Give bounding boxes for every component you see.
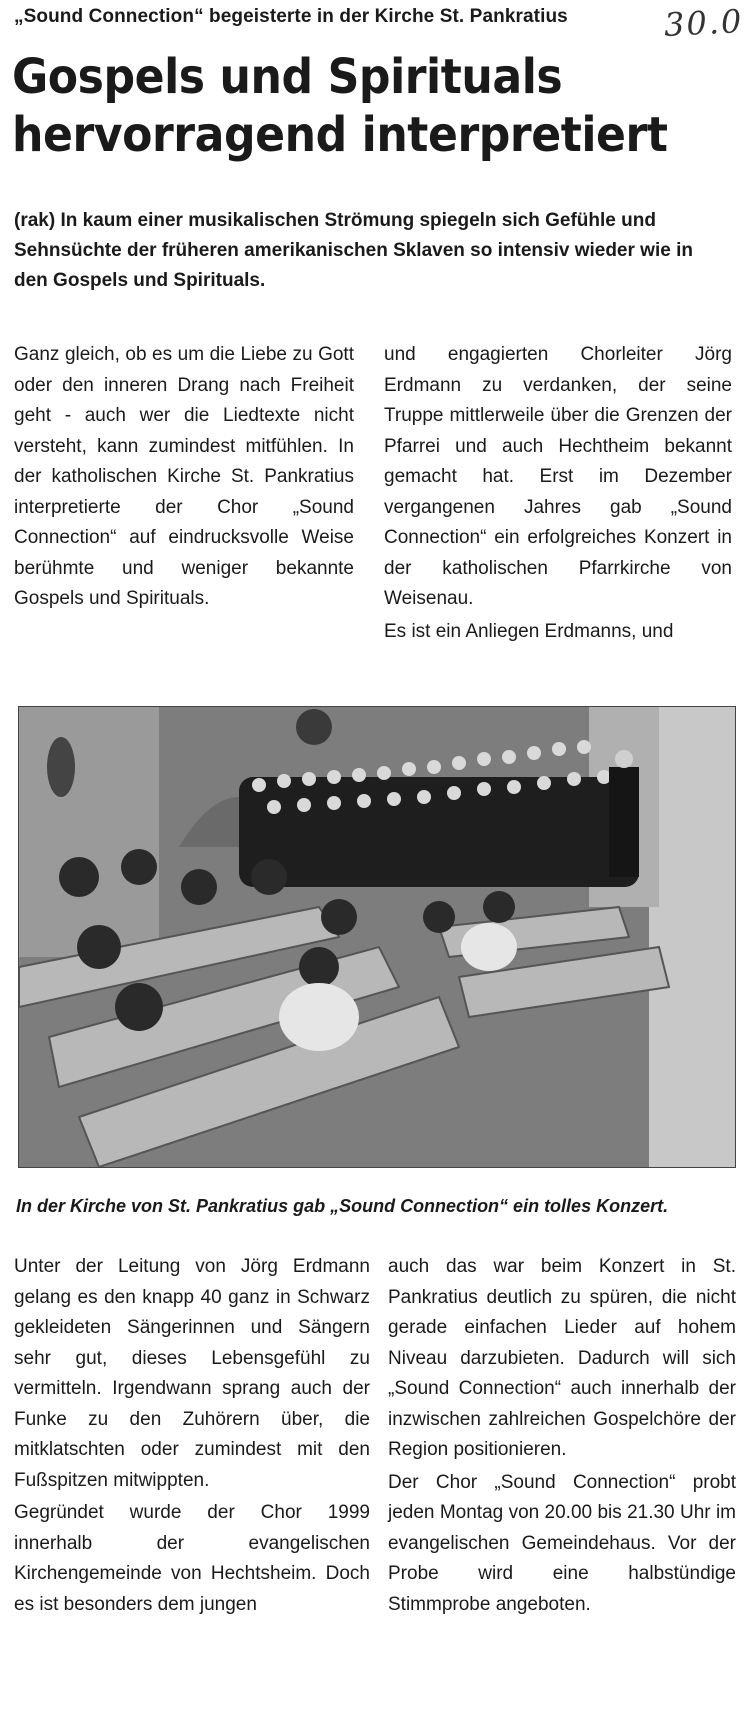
paragraph: Es ist ein Anliegen Erdmanns, und: [384, 620, 674, 642]
paragraph: auch das war beim Konzert in St. Pankratius deutlich zu spüren, die nicht gerade einfachen Lieder auf hohem Niveau darzubieten. Dadurch will sich „Sound Connection“ auch innerhalb der inzwischen zahlreichen Gospelchöre der Region positionieren.: [388, 1256, 736, 1460]
column-bottom-left: [14, 1252, 370, 1620]
paragraph: Gegründet wurde der Chor 1999 innerhalb der evangelischen Kirchengemeinde von Hechtsheim. Doch es ist besonders dem jungen: [14, 1502, 370, 1615]
handwritten-date-note: 30.0: [663, 1, 745, 45]
kicker: „Sound Connection“ begeisterte in der Kirche St. Pankratius: [14, 6, 568, 27]
headline: Gospels und Spirituals hervorragend interpretiert: [12, 49, 668, 163]
paragraph: Der Chor „Sound Connection“ probt jeden Montag von 20.00 bis 21.30 Uhr im evangelischen Gemeindehaus. Vor der Probe wird eine halbstündige Stimmprobe angeboten.: [388, 1471, 736, 1615]
photo-caption: In der Kirche von St. Pankratius gab „Sound Connection“ ein tolles Konzert.: [16, 1196, 669, 1216]
paragraph: und engagierten Chorleiter Jörg Erdmann zu verdanken, der seine Truppe mittlerweile über die Grenzen der Pfarrei und auch Hechtheim bekannt gemacht hat. Erst im Dezember vergangenen Jahres gab „Sound Connection“ ein erfolgreiches Konzert in der katholischen Pfarrkirche von Weisenau.: [384, 344, 732, 609]
column-bottom-right: [388, 1252, 736, 1620]
column-top-right: [384, 340, 732, 647]
column-top-left: [14, 340, 354, 615]
choir-photo: [18, 706, 736, 1168]
paragraph: Unter der Leitung von Jörg Erdmann gelang es den knapp 40 ganz in Schwarz gekleideten Sängerinnen und Sängern sehr gut, dieses Lebensgefühl zu vermitteln. Irgendwann sprang auch der Funke zu den Zuhörern über, die mitklatschten oder zumindest mit den Fußspitzen mitwippten.: [14, 1256, 370, 1491]
lead-paragraph: (rak) In kaum einer musikalischen Strömung spiegeln sich Gefühle und Sehnsüchte der früheren amerikanischen Sklaven so intensiv wieder wie in den Gospels und Spirituals.: [14, 210, 693, 291]
paragraph: Ganz gleich, ob es um die Liebe zu Gott oder den inneren Drang nach Freiheit geht - auch wer die Liedtexte nicht versteht, kann zumindest mitfühlen. In der katholischen Kirche St. Pankratius interpretierte der Chor „Sound Connection“ auf eindrucksvolle Weise berühmte und weniger bekannte Gospels und Spirituals.: [14, 344, 354, 609]
